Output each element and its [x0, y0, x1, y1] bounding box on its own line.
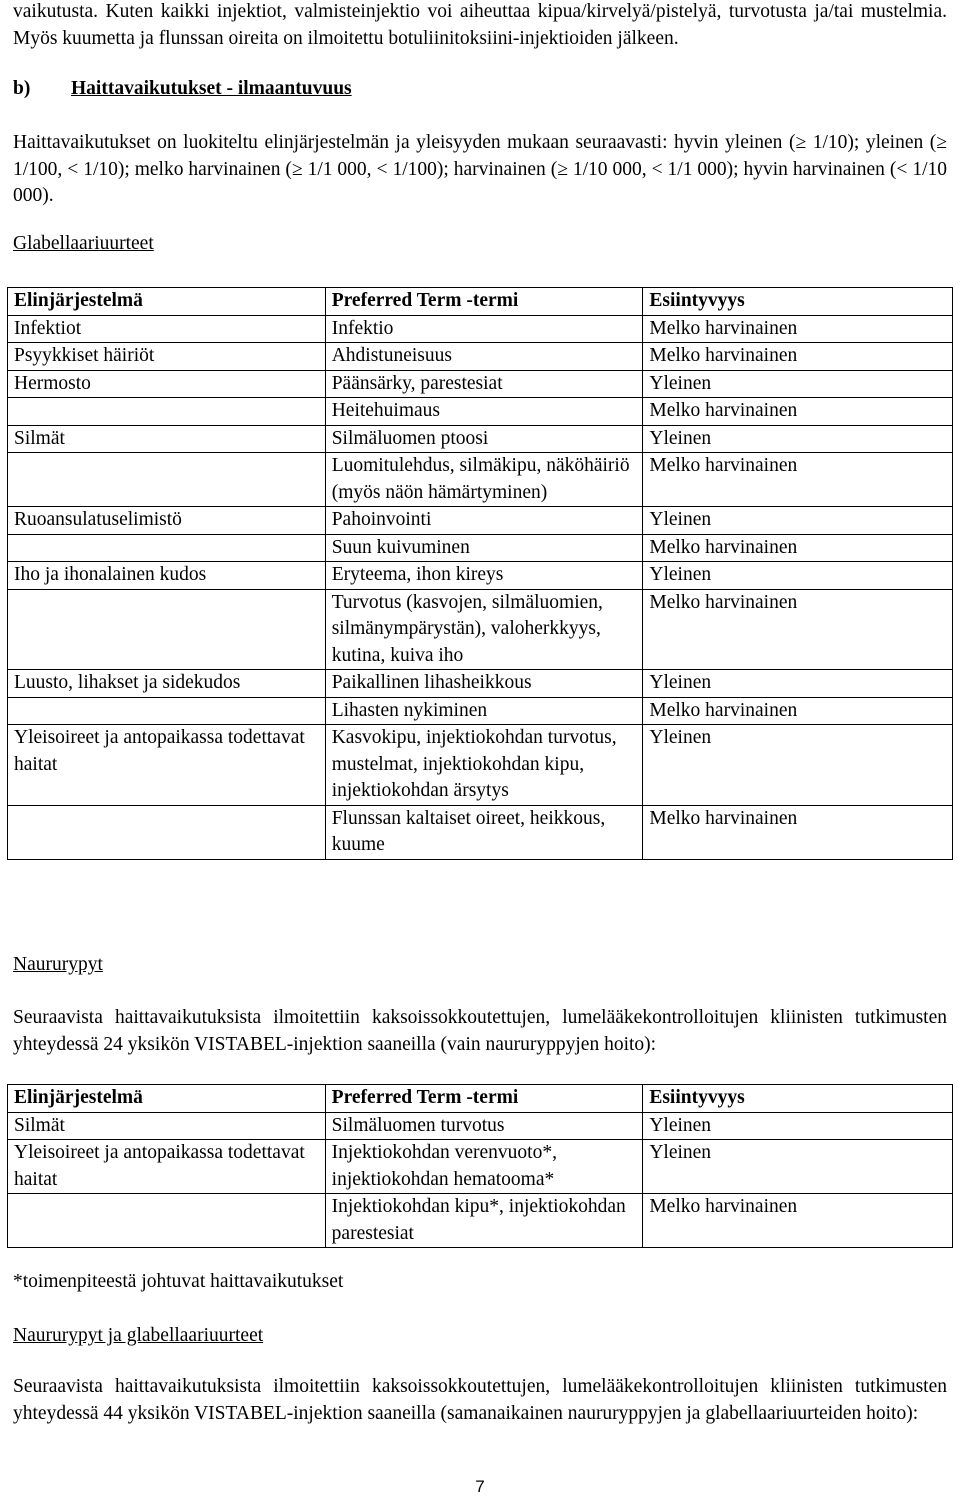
- table-row: [8, 398, 953, 426]
- cell-frequency: Melko harvinainen: [643, 343, 953, 371]
- table-row: [8, 370, 953, 398]
- cell-frequency: Yleinen: [643, 670, 953, 698]
- table-row: [8, 697, 953, 725]
- cell-preferred-term: Kasvokipu, injektiokohdan turvotus, mustelmat, injektiokohdan kipu, injektiokohdan ärsytys: [325, 725, 643, 806]
- cell-organ-system: Psyykkiset häiriöt: [8, 343, 326, 371]
- cell-organ-system: Infektiot: [8, 315, 326, 343]
- header-frequency: Esiintyvyys: [643, 288, 953, 316]
- table-row: [8, 507, 953, 535]
- cell-preferred-term: Eryteema, ihon kireys: [325, 562, 643, 590]
- naururypyt-heading: Naururypyt: [13, 954, 103, 975]
- header-preferred-term: Preferred Term -termi: [325, 288, 643, 316]
- header-preferred-term: Preferred Term -termi: [325, 1085, 643, 1113]
- cell-preferred-term: Turvotus (kasvojen, silmäluomien, silmänympärystän), valoherkkyys, kutina, kuiva iho: [325, 589, 643, 670]
- cell-frequency: Melko harvinainen: [643, 697, 953, 725]
- cell-organ-system: [8, 1194, 326, 1248]
- cell-preferred-term: Silmäluomen turvotus: [325, 1112, 643, 1140]
- cell-frequency: Yleinen: [643, 1140, 953, 1194]
- cell-frequency: Melko harvinainen: [643, 534, 953, 562]
- cell-frequency: Yleinen: [643, 1112, 953, 1140]
- cell-preferred-term: Luomitulehdus, silmäkipu, näköhäiriö (myös näön hämärtyminen): [325, 453, 643, 507]
- naururypyt-paragraph: Seuraavista haittavaikutuksista ilmoitettiin kaksoissokkoutettujen, lumelääkekontrolloitujen kliinisten tutkimusten yhteydessä 24 yksikön VISTABEL-injektion saaneilla (vain naururyppyjen hoito):: [13, 1007, 947, 1055]
- cell-organ-system: Luusto, lihakset ja sidekudos: [8, 670, 326, 698]
- cell-frequency: Melko harvinainen: [643, 315, 953, 343]
- naururypyt-adverse-table: [7, 1084, 953, 1248]
- frequency-definition-paragraph: Haittavaikutukset on luokiteltu elinjärjestelmän ja yleisyyden mukaan seuraavasti: hyvin yleinen (≥ 1/10); yleinen (≥ 1/100, < 1/10); melko harvinainen (≥ 1/1 000, < 1/100); harvinainen (≥ 1/10 000, < 1/1 000); hyvin harvinainen (< 1/10 000).: [13, 132, 947, 206]
- combined-paragraph: Seuraavista haittavaikutuksista ilmoitettiin kaksoissokkoutettujen, lumelääkekontrolloitujen kliinisten tutkimusten yhteydessä 44 yksikön VISTABEL-injektion saaneilla (samanaikainen naururyppyjen ja glabellaariuurteiden hoito):: [13, 1376, 947, 1424]
- table-row: [8, 670, 953, 698]
- table-header-row: [8, 288, 953, 316]
- cell-frequency: Yleinen: [643, 370, 953, 398]
- table-row: [8, 425, 953, 453]
- cell-organ-system: Ruoansulatuselimistö: [8, 507, 326, 535]
- table-row: [8, 534, 953, 562]
- cell-preferred-term: Flunssan kaltaiset oireet, heikkous, kuume: [325, 805, 643, 859]
- header-organ-system: Elinjärjestelmä: [8, 1085, 326, 1113]
- combined-heading: Naururypyt ja glabellaariuurteet: [13, 1325, 264, 1346]
- cell-organ-system: [8, 589, 326, 670]
- header-organ-system: Elinjärjestelmä: [8, 288, 326, 316]
- section-title: Haittavaikutukset - ilmaantuvuus: [71, 78, 352, 99]
- cell-frequency: Yleinen: [643, 425, 953, 453]
- cell-preferred-term: Päänsärky, parestesiat: [325, 370, 643, 398]
- table-row: [8, 1140, 953, 1194]
- table-row: [8, 589, 953, 670]
- table-row: [8, 453, 953, 507]
- cell-organ-system: Yleisoireet ja antopaikassa todettavat haitat: [8, 1140, 326, 1194]
- glabella-heading: Glabellaariuurteet: [13, 233, 154, 254]
- page-number: 7: [475, 1477, 485, 1496]
- cell-frequency: Melko harvinainen: [643, 453, 953, 507]
- cell-frequency: Melko harvinainen: [643, 398, 953, 426]
- cell-frequency: Yleinen: [643, 725, 953, 806]
- cell-preferred-term: Injektiokohdan verenvuoto*, injektiokohdan hematooma*: [325, 1140, 643, 1194]
- cell-preferred-term: Suun kuivuminen: [325, 534, 643, 562]
- intro-paragraph: vaikutusta. Kuten kaikki injektiot, valmisteinjektio voi aiheuttaa kipua/kirvelyä/pistelyä, turvotusta ja/tai mustelmia. Myös kuumetta ja flunssan oireita on ilmoitettu botuliinitoksiini-injektioiden jälkeen.: [13, 1, 947, 49]
- cell-preferred-term: Lihasten nykiminen: [325, 697, 643, 725]
- cell-organ-system: Iho ja ihonalainen kudos: [8, 562, 326, 590]
- cell-preferred-term: Injektiokohdan kipu*, injektiokohdan parestesiat: [325, 1194, 643, 1248]
- table-row: [8, 1112, 953, 1140]
- table-row: [8, 725, 953, 806]
- cell-preferred-term: Silmäluomen ptoosi: [325, 425, 643, 453]
- table-row: [8, 1194, 953, 1248]
- cell-organ-system: Silmät: [8, 425, 326, 453]
- cell-organ-system: [8, 697, 326, 725]
- table-row: [8, 343, 953, 371]
- cell-preferred-term: Infektio: [325, 315, 643, 343]
- section-heading-b: [13, 76, 352, 103]
- cell-organ-system: [8, 398, 326, 426]
- section-label: b): [13, 78, 31, 99]
- cell-preferred-term: Heitehuimaus: [325, 398, 643, 426]
- cell-preferred-term: Pahoinvointi: [325, 507, 643, 535]
- cell-preferred-term: Paikallinen lihasheikkous: [325, 670, 643, 698]
- header-frequency: Esiintyvyys: [643, 1085, 953, 1113]
- cell-organ-system: Silmät: [8, 1112, 326, 1140]
- cell-organ-system: [8, 453, 326, 507]
- cell-frequency: Melko harvinainen: [643, 1194, 953, 1248]
- cell-frequency: Melko harvinainen: [643, 589, 953, 670]
- table-row: [8, 562, 953, 590]
- cell-organ-system: [8, 534, 326, 562]
- footnote: *toimenpiteestä johtuvat haittavaikutukset: [13, 1271, 344, 1292]
- cell-organ-system: Yleisoireet ja antopaikassa todettavat haitat: [8, 725, 326, 806]
- cell-organ-system: [8, 805, 326, 859]
- glabella-adverse-table: [7, 287, 953, 860]
- table-row: [8, 805, 953, 859]
- table-row: [8, 315, 953, 343]
- cell-frequency: Yleinen: [643, 562, 953, 590]
- cell-preferred-term: Ahdistuneisuus: [325, 343, 643, 371]
- table-header-row: [8, 1085, 953, 1113]
- cell-frequency: Yleinen: [643, 507, 953, 535]
- cell-frequency: Melko harvinainen: [643, 805, 953, 859]
- cell-organ-system: Hermosto: [8, 370, 326, 398]
